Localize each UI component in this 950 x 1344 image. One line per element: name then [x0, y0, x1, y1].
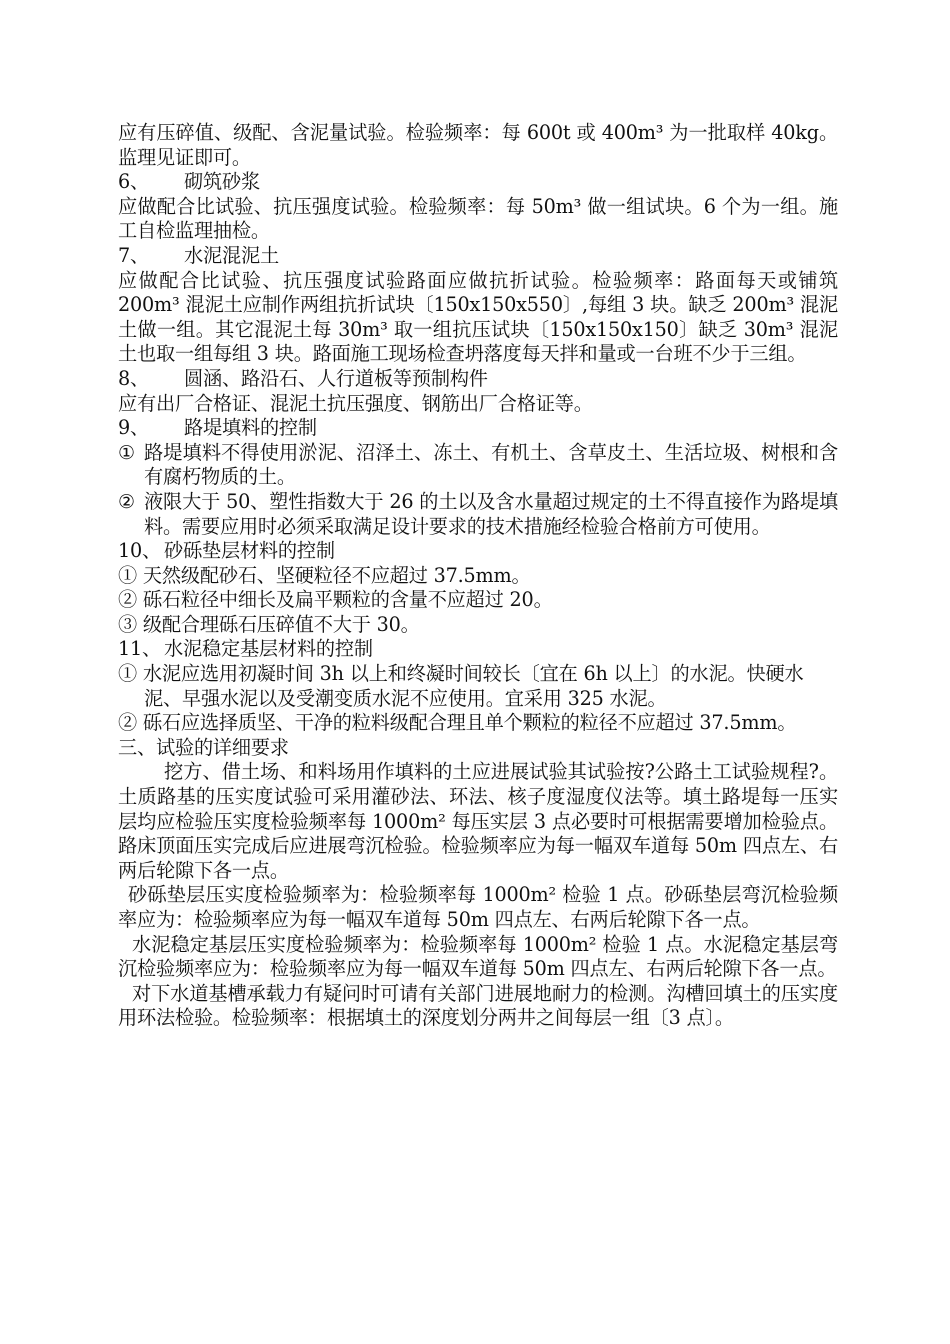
list-text: 路堤填料不得使用淤泥、沼泽土、冻土、有机土、含草皮土、生活垃圾、树根和含有腐朽物质的土。 — [144, 440, 838, 489]
heading-6 — [118, 170, 838, 195]
heading-number: 10、 — [118, 539, 162, 563]
paragraph-gravel-cushion: 砂砾垫层压实度检验频率为：检验频率每 1000m² 检验 1 点。砂砾垫层弯沉检验频率应为：检验频率应为每一幅双车道每 50m 四点左、右两后轮隙下各一点。 — [118, 883, 838, 931]
list-item: ① 天然级配砂石、坚硬粒径不应超过 37.5mm。 — [118, 563, 531, 587]
list-item — [118, 490, 838, 539]
heading-number: 9、 — [118, 416, 149, 440]
heading-8 — [118, 367, 838, 392]
paragraph-concrete: 应做配合比试验、抗压强度试验路面应做抗折试验。检验频率：路面每天或铺筑 200m³ 混泥土应制作两组抗折试块〔150x150x550〕,每组 3 块。缺乏 200m³ 混泥土做一组。其它混泥土每 30m³ 取一组抗压试块〔150x150x150〕缺乏 30m³ 混泥土也取一组每组 3 块。路面施工现场检查坍落度每天拌和量或一台班不少于三组。 — [118, 268, 838, 366]
list-text: 液限大于 50、塑性指数大于 26 的土以及含水量超过规定的土不得直接作为路堤填料。需要应用时必须采取满足设计要求的技术措施经检验合格前方可使用。 — [144, 489, 838, 538]
paragraph-aggregate-tests: 应有压碎值、级配、含泥量试验。检验频率：每 600t 或 400m³ 为一批取样 40kg。监理见证即可。 — [118, 121, 838, 169]
heading-number: 7、 — [118, 243, 149, 267]
paragraph-soil-tests: 挖方、借土场、和料场用作填料的土应进展试验其试验按?公路土工试验规程?。土质路基的压实度试验可采用灌砂法、环法、核子度湿度仪法等。填土路堤每一压实层均应检验压实度检验频率每 1000m² 每压实层 3 点必要时可根据需要增加检验点。路床顶面压实完成后应进展弯沉检验。检验频率应为每一幅双车道每 50m 四点左、右两后轮隙下各一点。 — [118, 760, 838, 882]
heading-10 — [118, 539, 838, 564]
heading-title: 路堤填料的控制 — [184, 416, 317, 440]
list-item: ① 水泥应选用初凝时间 3h 以上和终凝时间较长〔宜在 6h 以上〕的水泥。快硬水泥、早强水泥以及受潮变质水泥不应使用。宜采用 325 水泥。 — [118, 662, 804, 710]
list-marker: ① — [118, 440, 136, 464]
heading-title: 水泥混泥土 — [184, 243, 279, 267]
document-page — [118, 121, 838, 1031]
list-item: ② 砾石应选择质坚、干净的粒料级配合理且单个颗粒的粒径不应超过 37.5mm。 — [118, 711, 797, 735]
paragraph-cement-base: 水泥稳定基层压实度检验频率为：检验频率每 1000m² 检验 1 点。水泥稳定基层弯沉检验频率应为：检验频率应为每一幅双车道每 50m 四点左、右两后轮隙下各一点。 — [118, 932, 838, 981]
paragraph-sewer-trench: 对下水道基槽承载力有疑问时可请有关部门进展地耐力的检测。沟槽回填土的压实度用环法检验。检验频率：根据填土的深度划分两井之间每层一组〔3 点〕。 — [118, 981, 838, 1030]
list-item: ③ 级配合理砾石压碎值不大于 30。 — [118, 612, 420, 636]
heading-title: 砂砾垫层材料的控制 — [164, 539, 335, 563]
heading-title: 圆涵、路沿石、人行道板等预制构件 — [184, 366, 488, 390]
heading-11 — [118, 637, 838, 662]
heading-title: 水泥稳定基层材料的控制 — [164, 637, 373, 661]
heading-7 — [118, 244, 838, 269]
paragraph-mortar: 应做配合比试验、抗压强度试验。检验频率：每 50m³ 做一组试块。6 个为一组。施工自检监理抽检。 — [118, 194, 838, 243]
paragraph-precast: 应有出厂合格证、混泥土抗压强度、钢筋出厂合格证等。 — [118, 391, 593, 415]
list-marker: ② — [118, 489, 136, 513]
list-item — [118, 441, 838, 490]
heading-number: 6、 — [118, 170, 149, 194]
heading-number: 8、 — [118, 366, 149, 390]
heading-title: 砌筑砂浆 — [184, 170, 260, 194]
list-item: ② 砾石粒径中细长及扁平颗粒的含量不应超过 20。 — [118, 588, 553, 612]
heading-number: 11、 — [118, 637, 162, 661]
section-title: 三、试验的详细要求 — [118, 735, 289, 759]
heading-9 — [118, 416, 838, 441]
